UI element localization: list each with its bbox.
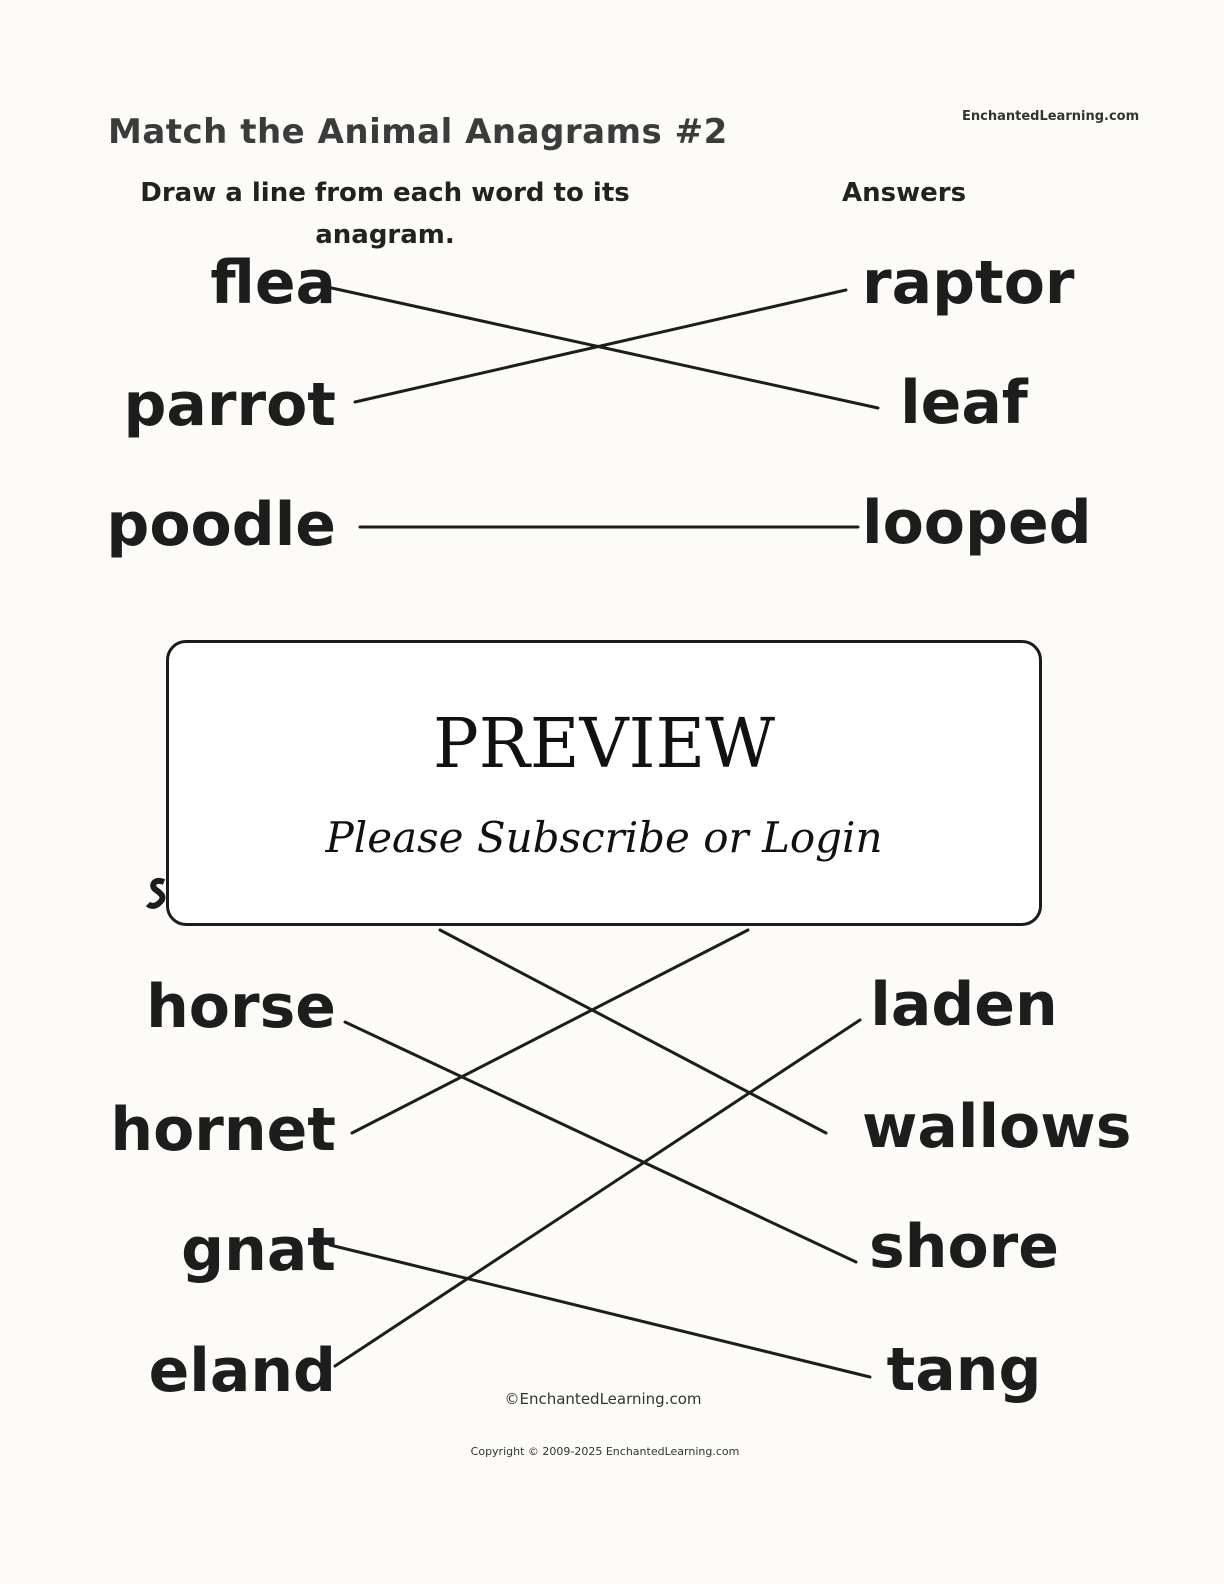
left-word-horse: horse bbox=[146, 972, 336, 1042]
left-word-hornet: hornet bbox=[110, 1095, 336, 1165]
copyright: Copyright © 2009-2025 EnchantedLearning.com bbox=[470, 1445, 740, 1458]
left-word-parrot: parrot bbox=[123, 370, 336, 440]
line-horse-shore bbox=[345, 1022, 856, 1262]
answers-label: Answers bbox=[842, 178, 967, 208]
hidden-word-fragment-top-left bbox=[196, 616, 276, 640]
left-word-gnat: gnat bbox=[181, 1215, 336, 1285]
right-word-shore: shore bbox=[869, 1212, 1059, 1282]
right-word-wallows: wallows bbox=[862, 1092, 1132, 1162]
line-hornet-hidden bbox=[352, 930, 748, 1133]
preview-title: PREVIEW bbox=[432, 705, 776, 784]
left-word-flea: flea bbox=[210, 248, 336, 318]
hidden-word-fragment bbox=[146, 862, 168, 937]
line-eland-laden bbox=[335, 1020, 860, 1366]
instructions: Draw a line from each word to its anagram. bbox=[140, 178, 630, 250]
watermark: ©EnchantedLearning.com bbox=[504, 1390, 702, 1408]
left-word-eland: eland bbox=[148, 1336, 336, 1406]
subscribe-login-prompt[interactable]: Please Subscribe or Login bbox=[325, 813, 883, 862]
line-hidden-wallows bbox=[440, 930, 826, 1133]
preview-overlay[interactable] bbox=[166, 640, 1042, 926]
left-word-poodle: poodle bbox=[106, 490, 336, 560]
right-word-raptor: raptor bbox=[862, 248, 1075, 318]
line-gnat-tang bbox=[330, 1245, 870, 1377]
right-word-laden: laden bbox=[870, 970, 1058, 1040]
right-word-looped: looped bbox=[862, 488, 1092, 558]
hidden-word-fragment-top-right bbox=[900, 618, 1010, 640]
page-title: Match the Animal Anagrams #2 bbox=[108, 112, 728, 152]
right-word-tang: tang bbox=[886, 1335, 1042, 1405]
site-name[interactable]: EnchantedLearning.com bbox=[962, 109, 1140, 124]
right-word-leaf: leaf bbox=[900, 368, 1028, 438]
